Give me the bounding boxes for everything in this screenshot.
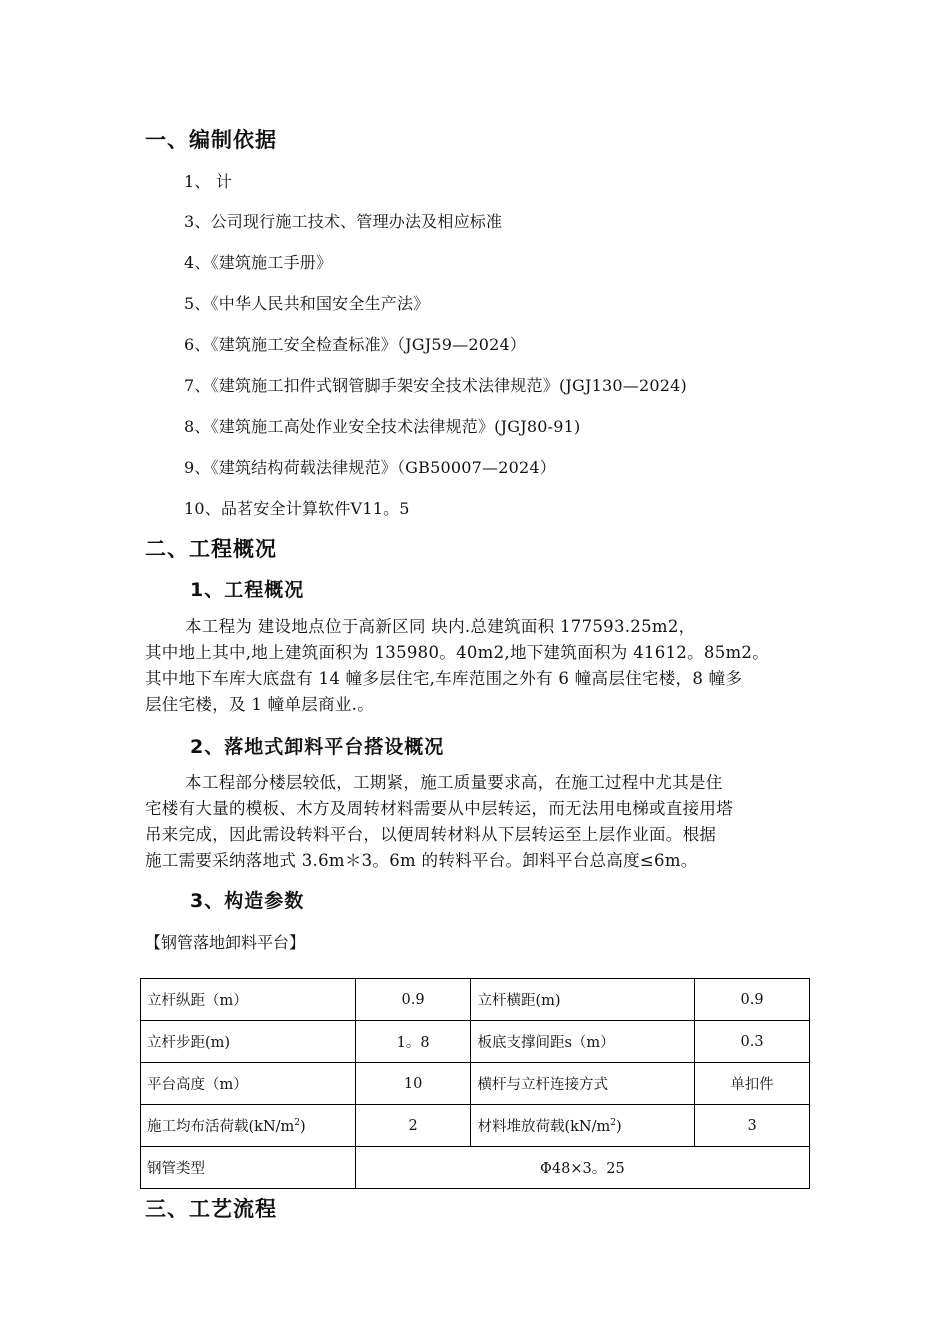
param-label: 立杆纵距（m） [141, 979, 356, 1021]
table-row [141, 1021, 810, 1063]
paragraph-line: 本工程部分楼层较低，工期紧，施工质量要求高，在施工过程中尤其是住 [185, 773, 723, 792]
reference-item: 4、《建筑施工手册》 [184, 253, 333, 272]
unit-superscript: 2 [294, 1118, 300, 1129]
subsection-title-platform: 2、落地式卸料平台搭设概况 [190, 736, 445, 758]
reference-item: 5、《中华人民共和国安全生产法》 [184, 294, 430, 313]
subsection-title-project: 1、工程概况 [190, 579, 305, 601]
reference-item: 7、《建筑施工扣件式钢管脚手架安全技术法律规范》(JGJ130—2024) [184, 376, 687, 395]
section-title-process: 三、工艺流程 [145, 1197, 277, 1221]
param-label: 钢管类型 [141, 1147, 356, 1189]
param-label [141, 1105, 356, 1147]
param-label [471, 1105, 695, 1147]
paragraph-line: 施工需要采纳落地式 3.6m＊3。6m 的转料平台。卸料平台总高度≤6m。 [145, 851, 698, 870]
project-overview-paragraph [145, 614, 815, 718]
param-label-text: 施工均布活荷载(kN/m [147, 1119, 295, 1135]
table-caption: 【钢管落地卸料平台】 [145, 933, 306, 952]
table-row [141, 1063, 810, 1105]
section-title-overview: 二、工程概况 [145, 537, 277, 561]
param-label-text: 材料堆放荷载(kN/m [477, 1119, 611, 1135]
param-label: 板底支撑间距s（m） [471, 1021, 695, 1063]
paragraph-line: 其中地上其中,地上建筑面积为 135980。40m2,地下建筑面积为 41612。85m2。 [145, 643, 770, 662]
unit-close: ) [300, 1119, 306, 1135]
paragraph-line: 其中地下车库大底盘有 14 幢多层住宅,车库范围之外有 6 幢高层住宅楼，8 幢多 [145, 669, 743, 688]
paragraph-line: 本工程为 建设地点位于高新区同 块内.总建筑面积 177593.25m2， [185, 617, 696, 636]
section-title-basis: 一、编制依据 [145, 128, 277, 152]
reference-item: 10、品茗安全计算软件V11。5 [184, 499, 410, 518]
param-label: 平台高度（m） [141, 1063, 356, 1105]
table-row [141, 1105, 810, 1147]
param-value: 2 [355, 1105, 471, 1147]
param-value: 0.3 [695, 1021, 810, 1063]
reference-item: 3、公司现行施工技术、管理办法及相应标准 [184, 212, 503, 231]
unit-superscript: 2 [610, 1118, 616, 1129]
subsection-title-parameters: 3、构造参数 [190, 890, 305, 912]
param-value: 1。8 [355, 1021, 471, 1063]
param-value: 单扣件 [695, 1063, 810, 1105]
param-label: 横杆与立杆连接方式 [471, 1063, 695, 1105]
reference-item: 1、 计 [184, 172, 233, 191]
parameters-table [140, 978, 810, 1189]
param-value: 0.9 [695, 979, 810, 1021]
param-label: 立杆步距(m) [141, 1021, 356, 1063]
param-value: Φ48×3。25 [355, 1147, 809, 1189]
unit-close: ) [615, 1119, 622, 1135]
platform-overview-paragraph [145, 770, 815, 874]
param-value: 0.9 [355, 979, 471, 1021]
param-label: 立杆横距(m) [471, 979, 695, 1021]
param-value: 3 [695, 1105, 810, 1147]
reference-item: 6、《建筑施工安全检查标准》（JGJ59—2024） [184, 335, 527, 354]
paragraph-line: 层住宅楼，及 1 幢单层商业.。 [145, 695, 375, 714]
reference-item: 8、《建筑施工高处作业安全技术法律规范》(JGJ80-91) [184, 417, 581, 436]
reference-item: 9、《建筑结构荷载法律规范》（GB50007—2024） [184, 458, 556, 477]
table-row [141, 979, 810, 1021]
table-row [141, 1147, 810, 1189]
paragraph-line: 吊来完成，因此需设转料平台，以便周转材料从下层转运至上层作业面。根据 [145, 825, 717, 844]
paragraph-line: 宅楼有大量的模板、木方及周转材料需要从中层转运，而无法用电梯或直接用塔 [145, 799, 733, 818]
param-value: 10 [355, 1063, 471, 1105]
